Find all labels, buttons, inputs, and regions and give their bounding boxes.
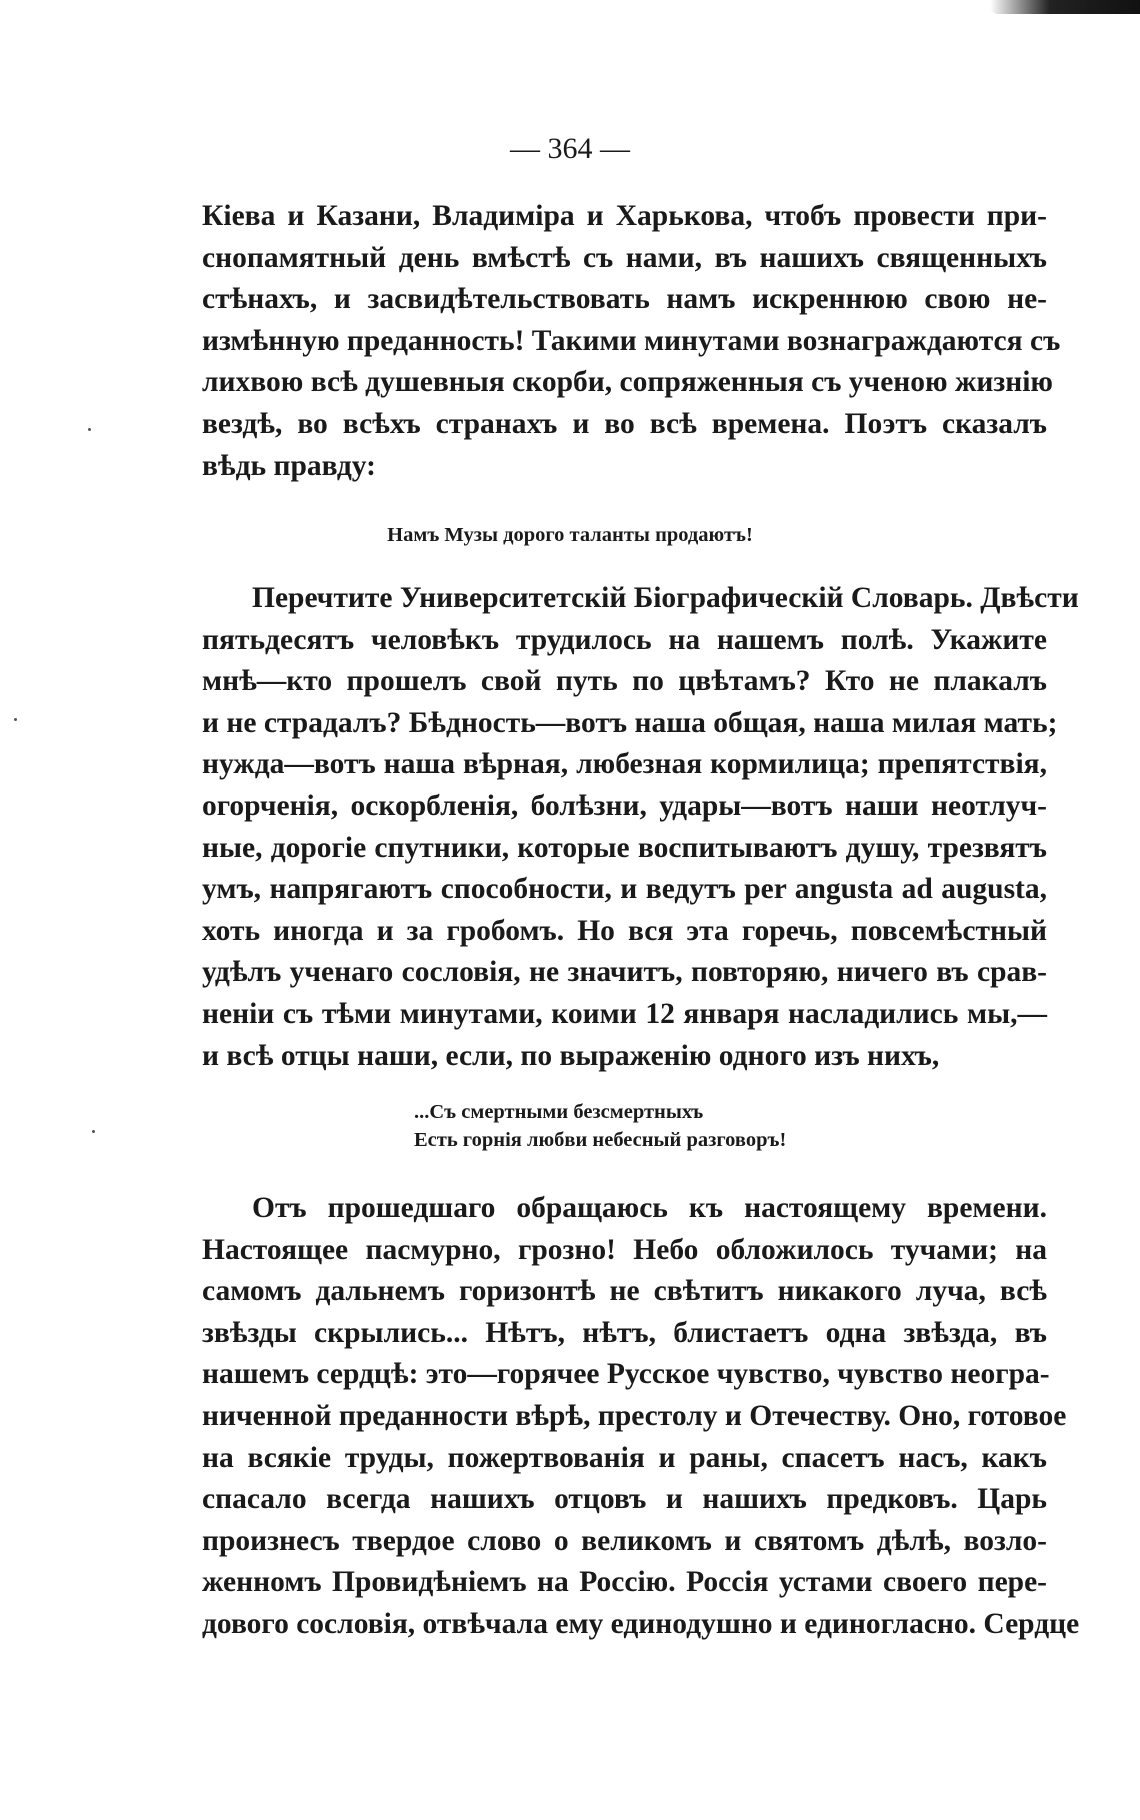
- verse-line: Есть горнія любви небесный разговоръ!: [414, 1129, 787, 1151]
- text-line: звѣзды скрылись... Нѣтъ, нѣтъ, блистаетъ одна звѣзда, въ: [202, 1316, 1047, 1349]
- text-line: снопамятный день вмѣстѣ съ нами, въ нашихъ священныхъ: [202, 241, 1047, 274]
- text-line: Настоящее пасмурно, грозно! Небо обложилось тучами; на: [202, 1233, 1047, 1266]
- quote-line: Намъ Музы дорого таланты продаютъ!: [387, 524, 753, 546]
- scan-speck: [14, 718, 17, 721]
- text-line: лихвою всѣ душевныя скорби, сопряженныя съ ученою жизнію: [202, 366, 1053, 399]
- text-line: удѣлъ ученаго сословія, не значитъ, повторяю, ничего въ срав-: [202, 956, 1047, 989]
- text-line: женномъ Провидѣніемъ на Россію. Россія устами своего пере-: [202, 1566, 1047, 1599]
- text-line: нашемъ сердцѣ: это—горячее Русское чувство, чувство неогра-: [202, 1358, 1050, 1391]
- text-line: стѣнахъ, и засвидѣтельствовать намъ искреннюю свою не-: [202, 283, 1047, 316]
- text-line: и всѣ отцы наши, если, по выраженію одного изъ нихъ,: [202, 1039, 940, 1072]
- text-line: произнесъ твердое слово о великомъ и святомъ дѣлѣ, возло-: [202, 1524, 1047, 1557]
- text-line: и не страдалъ? Бѣдность—вотъ наша общая, наша милая мать;: [202, 706, 1058, 739]
- text-line: Отъ прошедшаго обращаюсь къ настоящему времени.: [252, 1192, 1047, 1224]
- text-line: ниченной преданности вѣрѣ, престолу и Отечеству. Оно, готовое: [202, 1399, 1067, 1432]
- text-line: Кіева и Казани, Владиміра и Харькова, чтобъ провести при-: [202, 200, 1047, 232]
- text-line: вѣдь правду:: [202, 449, 376, 482]
- text-line: вездѣ, во всѣхъ странахъ и во всѣ времена. Поэтъ сказалъ: [202, 407, 1047, 440]
- text-line: хоть иногда и за гробомъ. Но вся эта горечь, повсемѣстный: [202, 914, 1047, 947]
- text-line: самомъ дальнемъ горизонтѣ не свѣтитъ никакого луча, всѣ: [202, 1275, 1047, 1308]
- verse-line: ...Съ смертными безсмертныхъ: [414, 1101, 704, 1123]
- text-line: измѣнную преданность! Такими минутами вознаграждаются съ: [202, 324, 1061, 357]
- text-line: нужда—вотъ наша вѣрная, любезная кормилица; препятствія,: [202, 748, 1047, 781]
- text-line: спасало всегда нашихъ отцовъ и нашихъ предковъ. Царь: [202, 1483, 1047, 1516]
- text-line: дового сословія, отвѣчала ему единодушно и единогласно. Сердце: [202, 1607, 1080, 1640]
- paragraph-3: [202, 1188, 1080, 1646]
- text-line: неніи съ тѣми минутами, коими 12 января насладились мы,—: [202, 997, 1047, 1030]
- text-line: пятьдесятъ человѣкъ трудилось на нашемъ полѣ. Укажите: [202, 623, 1047, 656]
- page-number: — 364 —: [510, 132, 630, 165]
- text-line: мнѣ—кто прошелъ свой путь по цвѣтамъ? Кто не плакалъ: [202, 665, 1047, 698]
- text-line: умъ, напрягаютъ способности, и ведутъ per angusta ad augusta,: [202, 873, 1047, 906]
- paragraph-1: [202, 196, 1061, 487]
- scan-edge-smudge: [990, 0, 1140, 14]
- verse-quote: [414, 1098, 786, 1154]
- text-line: Перечтите Университетскій Біографическій Словарь. Двѣсти: [252, 582, 1079, 614]
- text-line: на всякіе труды, пожертвованія и раны, спасетъ насъ, какъ: [202, 1441, 1047, 1474]
- text-line: огорченія, оскорбленія, болѣзни, удары—вотъ наши неотлуч-: [202, 789, 1047, 822]
- scan-speck: [92, 1130, 95, 1133]
- scan-speck: [88, 428, 91, 431]
- paragraph-2: [202, 578, 1079, 1077]
- text-line: ные, дорогіе спутники, которые воспитываютъ душу, трезвятъ: [202, 831, 1047, 864]
